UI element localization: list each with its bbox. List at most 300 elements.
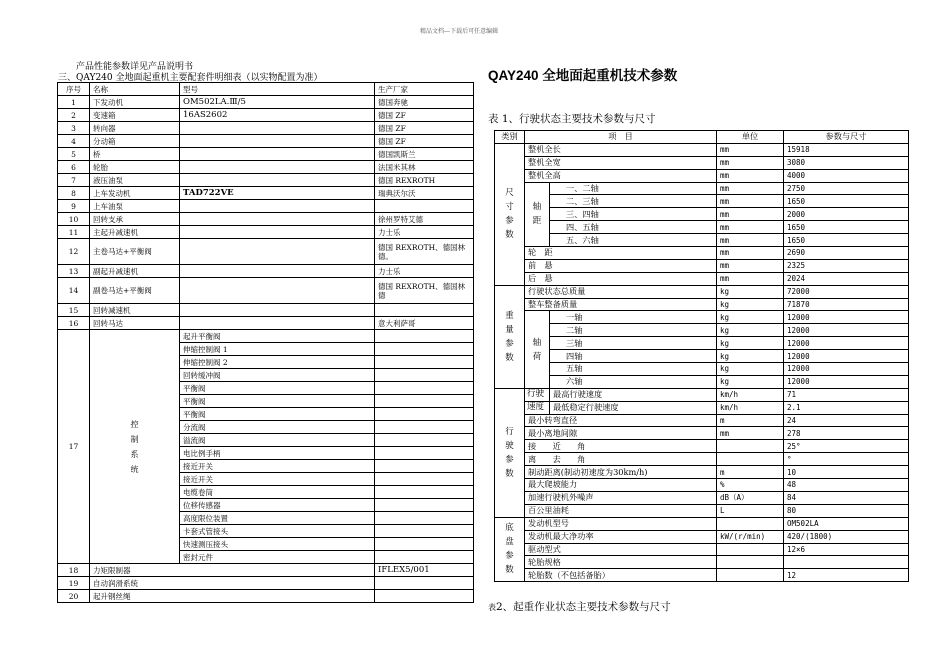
spec-value: 10	[784, 466, 909, 479]
category-char: 数	[505, 352, 514, 363]
category-char: 盘	[505, 537, 514, 548]
component-model	[375, 499, 474, 512]
component-maker: 法国米其林	[375, 161, 474, 174]
table-row	[495, 272, 909, 285]
component-model: OM502LA.Ⅲ/5	[180, 96, 375, 109]
spec-value	[784, 556, 909, 569]
component-model: IFLEX5/001	[375, 564, 474, 577]
component-name: 起升平衡阀	[180, 330, 375, 343]
table-row	[495, 350, 909, 363]
component-maker: 德国 REXROTH、德国林德	[375, 278, 474, 304]
spec-item: 轮 距	[525, 247, 717, 260]
spec-unit: kg	[717, 337, 784, 350]
component-model	[375, 395, 474, 408]
table-row	[58, 135, 474, 148]
table-row	[495, 337, 909, 350]
row-number: 20	[58, 590, 90, 603]
spec-unit: km/h	[717, 388, 784, 401]
row-number: 7	[58, 174, 90, 187]
spec-unit: kW/(r/min)	[717, 530, 784, 543]
spec-item: 轮胎数（不包括备胎）	[525, 569, 717, 582]
category-char: 数	[505, 565, 514, 576]
component-model	[375, 447, 474, 460]
spec-item: 整机全高	[525, 169, 717, 182]
table-row	[495, 453, 909, 466]
component-model	[375, 577, 474, 590]
spec-item: 三轴	[550, 337, 717, 350]
component-name: 接近开关	[180, 460, 375, 473]
component-name: 分流阀	[180, 421, 375, 434]
row-number: 16	[58, 317, 90, 330]
category-char: 数	[505, 468, 514, 479]
component-maker	[375, 304, 474, 317]
component-name: 回转马达	[90, 317, 180, 330]
component-name: 快速测压接头	[180, 538, 375, 551]
spec-value: 12000	[784, 337, 909, 350]
component-name: 分动箱	[90, 135, 180, 148]
spec-value: 278	[784, 427, 909, 440]
col-header-maker: 生产厂家	[375, 83, 474, 96]
spec-unit: kg	[717, 375, 784, 388]
component-name: 液压油泵	[90, 174, 180, 187]
category-char: 参	[505, 216, 514, 227]
component-model	[375, 330, 474, 343]
table-row	[58, 317, 474, 330]
spec-value: 71	[784, 388, 909, 401]
spec-item: 轮胎规格	[525, 556, 717, 569]
driving-spec-table	[494, 130, 909, 582]
component-model	[375, 590, 474, 603]
component-model	[180, 265, 375, 278]
category-char: 参	[505, 551, 514, 562]
component-name: 副卷马达+平衡阀	[90, 278, 180, 304]
spec-item: 最低稳定行驶速度	[550, 401, 717, 414]
spec-value: 2024	[784, 272, 909, 285]
component-model	[180, 122, 375, 135]
component-model	[180, 239, 375, 265]
component-name: 卡套式管接头	[180, 525, 375, 538]
component-model	[375, 382, 474, 395]
component-maker: 德国 ZF	[375, 109, 474, 122]
component-name: 桥	[90, 148, 180, 161]
spec-item: 驱动型式	[525, 543, 717, 556]
component-name: 平衡阀	[180, 408, 375, 421]
spec-item: 最小转弯直径	[525, 414, 717, 427]
component-model	[375, 460, 474, 473]
row-number: 18	[58, 564, 90, 577]
spec-value: 2000	[784, 208, 909, 221]
sub-category-char: 荷	[532, 351, 542, 362]
spec-value: 72000	[784, 285, 909, 298]
spec-value: 2750	[784, 182, 909, 195]
spec-item: 最高行驶速度	[550, 388, 717, 401]
table-row	[58, 239, 474, 265]
component-model	[180, 278, 375, 304]
row-number: 10	[58, 213, 90, 226]
col-header-model: 型号	[180, 83, 375, 96]
spec-value: 24	[784, 414, 909, 427]
spec-item: 六轴	[550, 375, 717, 388]
table-row	[495, 491, 909, 504]
component-maker: 意大利萨哥	[375, 317, 474, 330]
spec-unit: kg	[717, 350, 784, 363]
spec-unit: mm	[717, 182, 784, 195]
col-header-unit: 单位	[717, 131, 784, 144]
component-name: 高度限位装置	[180, 512, 375, 525]
component-model	[180, 226, 375, 239]
table2-caption	[488, 599, 671, 614]
left-section-heading: 三、QAY240 全地面起重机主要配套件明细表（以实物配置为准）	[58, 73, 323, 83]
row-number: 9	[58, 200, 90, 213]
group-label-char: 系	[130, 449, 139, 459]
table2-caption-text: 2、起重作业状态主要技术参数与尺寸	[496, 601, 671, 613]
component-model	[375, 343, 474, 356]
table-row	[495, 543, 909, 556]
component-maker: 力士乐	[375, 226, 474, 239]
row-number: 13	[58, 265, 90, 278]
spec-unit: kg	[717, 285, 784, 298]
spec-value: 3080	[784, 156, 909, 169]
category-char: 数	[505, 230, 514, 241]
spec-item: 离 去 角	[525, 453, 717, 466]
category-driving	[495, 388, 525, 517]
component-name: 下发动机	[90, 96, 180, 109]
sub-category-char: 距	[532, 216, 542, 227]
component-name: 转向器	[90, 122, 180, 135]
spec-value: 12×6	[784, 543, 909, 556]
component-name: 伸缩控制阀 1	[180, 343, 375, 356]
spec-title: QAY240 全地面起重机技术参数	[488, 68, 678, 83]
table-row	[495, 247, 909, 260]
row-number: 1	[58, 96, 90, 109]
spec-unit: km/h	[717, 401, 784, 414]
component-model	[375, 421, 474, 434]
spec-item: 二轴	[550, 324, 717, 337]
component-name: 平衡阀	[180, 395, 375, 408]
category-char: 底	[505, 523, 514, 534]
table1-caption: 表 1、行驶状态主要技术参数与尺寸	[488, 113, 656, 125]
spec-item: 四、五轴	[550, 221, 717, 234]
spec-value: 15918	[784, 143, 909, 156]
row-number: 15	[58, 304, 90, 317]
spec-unit	[717, 569, 784, 582]
category-char: 重	[505, 310, 514, 321]
spec-item: 最大爬坡能力	[525, 479, 717, 492]
spec-value: 80	[784, 504, 909, 517]
component-maker: 德国 REXROTH、德国林德。	[375, 239, 474, 265]
table-row	[495, 427, 909, 440]
spec-unit: m	[717, 414, 784, 427]
col-header-name: 名称	[90, 83, 180, 96]
spec-item: 最小离地间隙	[525, 427, 717, 440]
table-row	[495, 504, 909, 517]
table-row	[58, 161, 474, 174]
spec-unit: kg	[717, 298, 784, 311]
table-row	[58, 174, 474, 187]
category-weight	[495, 285, 525, 388]
spec-unit	[717, 517, 784, 530]
table-row	[495, 556, 909, 569]
component-maker: 力士乐	[375, 265, 474, 278]
component-model	[180, 213, 375, 226]
spec-item: 整机全长	[525, 143, 717, 156]
component-name: 回转缓冲阀	[180, 369, 375, 382]
spec-item: 后 悬	[525, 272, 717, 285]
component-model	[180, 148, 375, 161]
spec-value: 71870	[784, 298, 909, 311]
col-header-value: 参数与尺寸	[784, 131, 909, 144]
spec-value: 12000	[784, 324, 909, 337]
spec-item: 一轴	[550, 311, 717, 324]
spec-value: OM502LA	[784, 517, 909, 530]
component-maker: 德国 REXROTH	[375, 174, 474, 187]
spec-unit: mm	[717, 427, 784, 440]
table-row	[58, 213, 474, 226]
component-model	[180, 304, 375, 317]
col-header-no: 序号	[58, 83, 90, 96]
group-label-char: 控	[130, 419, 139, 429]
row-number: 5	[58, 148, 90, 161]
table-row	[58, 278, 474, 304]
spec-item: 制动距离(制动初速度为30km/h)	[525, 466, 717, 479]
sub-category-char: 轴	[532, 202, 542, 213]
group-label-char: 统	[130, 464, 139, 474]
spec-item: 发动机最大净功率	[525, 530, 717, 543]
spec-unit: L	[717, 504, 784, 517]
table-row	[495, 169, 909, 182]
component-name: 平衡阀	[180, 382, 375, 395]
spec-unit: mm	[717, 221, 784, 234]
spec-item: 加速行驶机外噪声	[525, 491, 717, 504]
spec-unit: kg	[717, 311, 784, 324]
spec-unit	[717, 453, 784, 466]
component-maker: 德国 ZF	[375, 135, 474, 148]
spec-item: 三、四轴	[550, 208, 717, 221]
component-name: 力矩限制器	[90, 564, 375, 577]
component-model	[375, 538, 474, 551]
spec-unit: kg	[717, 363, 784, 376]
category-char: 驶	[505, 440, 514, 451]
category-chassis	[495, 517, 525, 581]
spec-unit: mm	[717, 143, 784, 156]
table-row	[58, 187, 474, 200]
speed-label: 行驶	[525, 388, 550, 401]
header-row	[58, 83, 474, 96]
component-name: 电比例手柄	[180, 447, 375, 460]
component-model	[180, 200, 375, 213]
component-model	[375, 551, 474, 564]
table-row	[58, 109, 474, 122]
spec-unit: kg	[717, 324, 784, 337]
component-model	[375, 486, 474, 499]
component-model	[180, 135, 375, 148]
table-row	[58, 200, 474, 213]
component-maker: 德国 ZF	[375, 122, 474, 135]
row-number: 11	[58, 226, 90, 239]
row-number: 17	[58, 330, 90, 564]
spec-unit: mm	[717, 247, 784, 260]
table-row	[58, 226, 474, 239]
component-model	[180, 161, 375, 174]
table-row	[495, 414, 909, 427]
spec-unit	[717, 543, 784, 556]
component-name: 回转减速机	[90, 304, 180, 317]
table-row	[495, 466, 909, 479]
table-row	[58, 590, 474, 603]
table-row	[495, 285, 909, 298]
header-row	[495, 131, 909, 144]
spec-item: 前 悬	[525, 259, 717, 272]
spec-unit: mm	[717, 156, 784, 169]
component-maker: 瑞典沃尔沃	[375, 187, 474, 200]
spec-item: 五轴	[550, 363, 717, 376]
spec-unit: %	[717, 479, 784, 492]
component-name: 起升钢丝绳	[90, 590, 375, 603]
category-char: 量	[505, 324, 514, 335]
spec-item: 整机全宽	[525, 156, 717, 169]
row-number: 8	[58, 187, 90, 200]
component-name: 密封元件	[180, 551, 375, 564]
spec-unit: dB（A）	[717, 491, 784, 504]
table-row	[58, 148, 474, 161]
spec-item: 百公里油耗	[525, 504, 717, 517]
spec-value: °	[784, 453, 909, 466]
table-row	[495, 388, 909, 401]
spec-value: 12000	[784, 311, 909, 324]
row-number: 6	[58, 161, 90, 174]
table-row	[495, 156, 909, 169]
spec-unit: mm	[717, 169, 784, 182]
table-row	[495, 479, 909, 492]
component-name: 自动润滑系统	[90, 577, 375, 590]
spec-value: 12	[784, 569, 909, 582]
table-row	[495, 363, 909, 376]
spec-item: 发动机型号	[525, 517, 717, 530]
component-name: 伸缩控制阀 2	[180, 356, 375, 369]
component-model: TAD722VE	[180, 187, 375, 200]
spec-item: 二、三轴	[550, 195, 717, 208]
spec-unit: m	[717, 466, 784, 479]
spec-item: 行驶状态总质量	[525, 285, 717, 298]
spec-unit: mm	[717, 259, 784, 272]
spec-item: 整车整备质量	[525, 298, 717, 311]
component-model	[180, 317, 375, 330]
component-name: 上车油泵	[90, 200, 180, 213]
spec-value: 48	[784, 479, 909, 492]
table-row	[495, 517, 909, 530]
spec-unit	[717, 440, 784, 453]
table-row	[495, 569, 909, 582]
component-name: 副起升减速机	[90, 265, 180, 278]
wheelbase-label	[525, 182, 550, 246]
component-maker: 德国凯斯兰	[375, 148, 474, 161]
spec-value: 12000	[784, 363, 909, 376]
spec-item: 接 近 角	[525, 440, 717, 453]
spec-value: 420/(1800)	[784, 530, 909, 543]
component-model	[375, 525, 474, 538]
component-name: 电缆卷筒	[180, 486, 375, 499]
component-maker	[375, 200, 474, 213]
category-dimensions	[495, 143, 525, 285]
table-row	[495, 208, 909, 221]
component-model	[375, 512, 474, 525]
table-row	[495, 143, 909, 156]
spec-item: 一、二轴	[550, 182, 717, 195]
spec-value: 12000	[784, 375, 909, 388]
component-name: 上车发动机	[90, 187, 180, 200]
category-char: 寸	[505, 202, 514, 213]
component-model	[375, 408, 474, 421]
spec-value: 1650	[784, 234, 909, 247]
component-name: 接近开关	[180, 473, 375, 486]
component-model	[375, 356, 474, 369]
row-number: 4	[58, 135, 90, 148]
component-model: 16AS2602	[180, 109, 375, 122]
table-row	[495, 311, 909, 324]
table-row	[58, 304, 474, 317]
table2-caption-prefix: 表	[488, 603, 496, 612]
speed-label: 速度	[525, 401, 550, 414]
table-row	[58, 265, 474, 278]
category-char: 尺	[505, 188, 514, 199]
spec-item: 四轴	[550, 350, 717, 363]
group-label-char: 制	[130, 434, 139, 444]
col-header-category: 类别	[495, 131, 525, 144]
col-header-item: 项 目	[525, 131, 717, 144]
components-table	[57, 82, 474, 603]
spec-unit	[717, 556, 784, 569]
component-name: 位移传感器	[180, 499, 375, 512]
spec-value: 1650	[784, 221, 909, 234]
spec-unit: mm	[717, 272, 784, 285]
spec-value: 12000	[784, 350, 909, 363]
table-row	[58, 577, 474, 590]
component-name: 主卷马达+平衡阀	[90, 239, 180, 265]
spec-value: 25°	[784, 440, 909, 453]
table-row	[58, 330, 474, 343]
spec-value: 84	[784, 491, 909, 504]
table-row	[495, 530, 909, 543]
table-row	[58, 564, 474, 577]
category-char: 参	[505, 454, 514, 465]
table-row	[495, 221, 909, 234]
table-row	[495, 234, 909, 247]
table-row	[495, 440, 909, 453]
component-name: 主起升减速机	[90, 226, 180, 239]
spec-unit: mm	[717, 195, 784, 208]
category-char: 行	[505, 426, 514, 437]
table-row	[495, 182, 909, 195]
spec-unit: mm	[717, 234, 784, 247]
spec-value: 4000	[784, 169, 909, 182]
table-row	[495, 401, 909, 414]
spec-value: 2690	[784, 247, 909, 260]
table-row	[495, 375, 909, 388]
component-name: 回转支承	[90, 213, 180, 226]
spec-value: 1650	[784, 195, 909, 208]
row-number: 12	[58, 239, 90, 265]
component-model	[375, 434, 474, 447]
component-maker: 德国奔驰	[375, 96, 474, 109]
table-row	[495, 324, 909, 337]
component-model	[375, 369, 474, 382]
component-model	[180, 174, 375, 187]
page-watermark: 精品文档---下载后可任意编辑	[420, 28, 499, 35]
component-name: 变速箱	[90, 109, 180, 122]
table-row	[58, 96, 474, 109]
table-row	[495, 259, 909, 272]
component-model	[375, 473, 474, 486]
